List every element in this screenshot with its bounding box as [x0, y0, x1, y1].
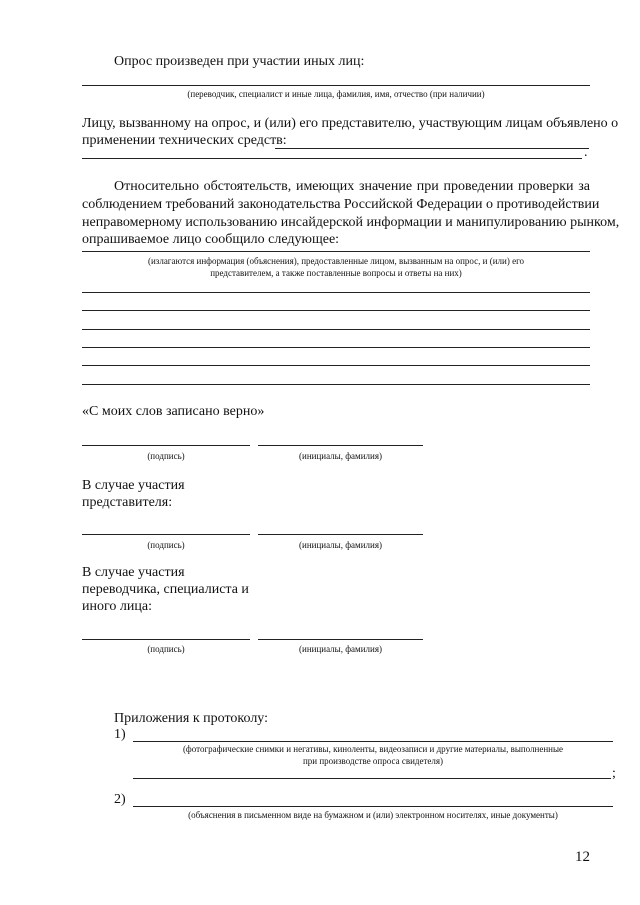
name-caption: (инициалы, фамилия): [299, 644, 382, 654]
attachment-1-line: [133, 741, 613, 742]
representative-label-line1: В случае участия: [82, 478, 185, 493]
answer-line: [82, 365, 590, 366]
attachment-1-line2: [133, 778, 611, 779]
participants-line: [82, 85, 590, 86]
attachment-1-number: 1): [114, 727, 126, 742]
name-caption: (инициалы, фамилия): [299, 451, 382, 461]
technical-text-line2: применении технических средств:: [82, 133, 287, 148]
answer-line: [82, 310, 590, 311]
signature-caption: (подпись): [147, 451, 185, 461]
name-line: [258, 639, 423, 640]
technical-end-mark: .: [584, 145, 588, 160]
statement-line1: Относительно обстоятельств, имеющих значение при проведении проверки за: [114, 179, 590, 194]
participants-title: Опрос произведен при участии иных лиц:: [114, 54, 365, 69]
signature-line: [82, 445, 250, 446]
verified-statement: «С моих слов записано верно»: [82, 404, 265, 419]
participants-caption: (переводчик, специалист и иные лица, фамилия, имя, отчество (при наличии): [187, 89, 485, 99]
signature-caption: (подпись): [147, 644, 185, 654]
attachment-1-caption-line1: (фотографические снимки и негативы, киноленты, видеозаписи и другие материалы, выполненные: [182, 744, 564, 754]
name-caption: (инициалы, фамилия): [299, 540, 382, 550]
translator-label-line2: переводчика, специалиста и: [82, 582, 249, 597]
attachments-title: Приложения к протоколу:: [114, 711, 269, 726]
answer-line: [82, 292, 590, 293]
answer-line: [82, 329, 590, 330]
signature-line: [82, 534, 250, 535]
translator-label-line3: иного лица:: [82, 599, 152, 614]
technical-text-line1: Лицу, вызванному на опрос, и (или) его представителю, участвующим лицам объявлено о: [82, 116, 619, 131]
page-number: 12: [575, 849, 590, 865]
answer-line: [82, 347, 590, 348]
statement-caption-line2: представителем, а также поставленные вопросы и ответы на них): [210, 268, 462, 278]
signature-caption: (подпись): [147, 540, 185, 550]
name-line: [258, 534, 423, 535]
statement-caption-line1: (излагаются информация (объяснения), предоставленные лицом, вызванным на опрос, и (или) его: [147, 256, 525, 266]
representative-label-line2: представителя:: [82, 495, 173, 510]
answer-line: [82, 384, 590, 385]
attachment-2-line: [133, 806, 613, 807]
technical-answer-line2: [82, 158, 582, 159]
statement-line3: неправомерному использованию инсайдерской информации и манипулированию рынком,: [82, 215, 620, 230]
translator-label-line1: В случае участия: [82, 565, 185, 580]
technical-answer-line1: [275, 148, 589, 149]
attachment-2-number: 2): [114, 792, 126, 807]
attachment-1-caption-line2: при производстве опроса свидетеля): [302, 756, 444, 766]
statement-line4: опрашиваемое лицо сообщило следующее:: [82, 232, 340, 247]
name-line: [258, 445, 423, 446]
signature-line: [82, 639, 250, 640]
statement-line2: соблюдением требований законодательства Российской Федерации о противодействии: [82, 197, 600, 212]
statement-answer-line: [82, 251, 590, 252]
attachment-2-caption: (объяснения в письменном виде на бумажном и (или) электронном носителях, иные документы): [188, 810, 558, 820]
attachment-1-end-mark: ;: [612, 766, 616, 781]
